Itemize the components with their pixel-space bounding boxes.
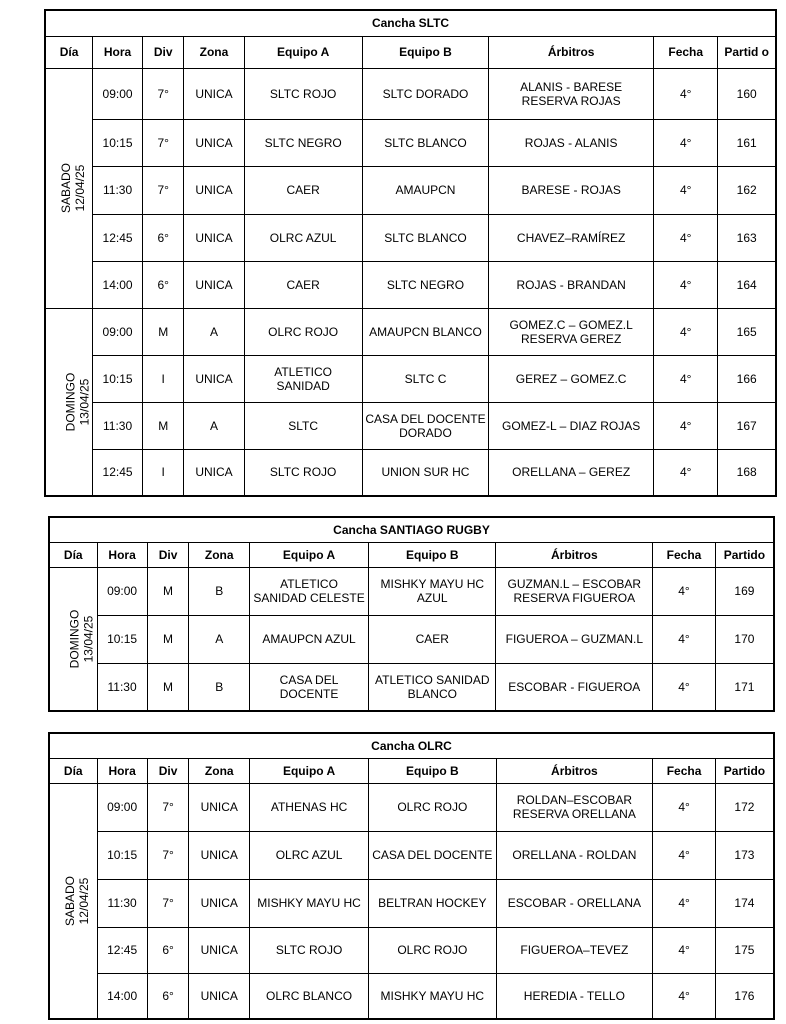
hora-cell: 11:30	[93, 166, 143, 214]
header-arbitros: Árbitros	[489, 36, 654, 68]
header-hora: Hora	[97, 758, 147, 783]
table-row	[49, 927, 774, 973]
header-partido: Partid o	[718, 36, 776, 68]
arbitros-cell: HEREDIA - TELLO	[496, 973, 653, 1019]
zona-cell: UNICA	[184, 355, 244, 402]
fecha-cell: 4°	[653, 879, 716, 927]
day-label: DOMINGO 13/04/25	[67, 609, 96, 669]
partido-cell: 166	[718, 355, 776, 402]
zona-cell: UNICA	[189, 973, 250, 1019]
day-cell	[49, 783, 97, 1019]
hora-cell: 11:30	[97, 663, 147, 711]
header-hora: Hora	[93, 36, 143, 68]
partido-cell: 176	[715, 973, 774, 1019]
zona-cell: UNICA	[184, 166, 244, 214]
equipo-b-cell: ATLETICO SANIDAD BLANCO	[369, 663, 496, 711]
fecha-cell: 4°	[654, 119, 718, 166]
equipo-a-cell: SLTC	[244, 402, 362, 449]
table-title: Cancha OLRC	[49, 733, 774, 758]
equipo-b-cell: SLTC NEGRO	[362, 261, 488, 308]
header-partido: Partido	[715, 758, 774, 783]
hora-cell: 11:30	[93, 402, 143, 449]
table-title: Cancha SANTIAGO RUGBY	[49, 517, 774, 542]
partido-cell: 173	[715, 831, 774, 879]
header-equipo-a: Equipo A	[250, 758, 369, 783]
div-cell: 7°	[142, 166, 183, 214]
div-cell: 7°	[142, 119, 183, 166]
arbitros-cell: ESCOBAR - ORELLANA	[496, 879, 653, 927]
fecha-cell: 4°	[653, 973, 716, 1019]
fecha-cell: 4°	[654, 166, 718, 214]
day-label: SABADO 12/04/25	[59, 162, 88, 214]
equipo-a-cell: SLTC NEGRO	[244, 119, 362, 166]
equipo-a-cell: AMAUPCN AZUL	[250, 615, 369, 663]
hora-cell: 09:00	[93, 68, 143, 119]
header-zona: Zona	[189, 758, 250, 783]
table-row	[45, 261, 776, 308]
partido-cell: 162	[718, 166, 776, 214]
zona-cell: UNICA	[189, 879, 250, 927]
table-row	[45, 214, 776, 261]
arbitros-cell: ALANIS - BARESE RESERVA ROJAS	[489, 68, 654, 119]
zona-cell: B	[189, 663, 250, 711]
day-cell	[45, 308, 93, 496]
equipo-a-cell: OLRC AZUL	[250, 831, 369, 879]
div-cell: M	[142, 402, 183, 449]
table-row	[45, 68, 776, 119]
schedule-table-sltc	[44, 9, 777, 497]
equipo-b-cell: CASA DEL DOCENTE	[369, 831, 496, 879]
partido-cell: 171	[715, 663, 774, 711]
table-row	[49, 567, 774, 615]
equipo-a-cell: CASA DEL DOCENTE	[250, 663, 369, 711]
arbitros-cell: BARESE - ROJAS	[489, 166, 654, 214]
equipo-b-cell: SLTC BLANCO	[362, 119, 488, 166]
arbitros-cell: GOMEZ-L – DIAZ ROJAS	[489, 402, 654, 449]
hora-cell: 09:00	[97, 783, 147, 831]
div-cell: 6°	[142, 214, 183, 261]
partido-cell: 163	[718, 214, 776, 261]
table-row	[45, 402, 776, 449]
table-row	[49, 973, 774, 1019]
hora-cell: 09:00	[93, 308, 143, 355]
header-arbitros: Árbitros	[496, 758, 653, 783]
day-cell	[45, 68, 93, 308]
partido-cell: 174	[715, 879, 774, 927]
zona-cell: UNICA	[184, 214, 244, 261]
equipo-b-cell: OLRC ROJO	[369, 783, 496, 831]
div-cell: M	[147, 615, 189, 663]
header-arbitros: Árbitros	[496, 542, 653, 567]
equipo-a-cell: SLTC ROJO	[244, 68, 362, 119]
equipo-a-cell: OLRC AZUL	[244, 214, 362, 261]
zona-cell: B	[189, 567, 250, 615]
div-cell: 6°	[147, 973, 189, 1019]
fecha-cell: 4°	[653, 615, 716, 663]
header-zona: Zona	[189, 542, 250, 567]
zona-cell: A	[184, 308, 244, 355]
hora-cell: 09:00	[97, 567, 147, 615]
fecha-cell: 4°	[654, 449, 718, 496]
div-cell: M	[142, 308, 183, 355]
partido-cell: 161	[718, 119, 776, 166]
fecha-cell: 4°	[653, 663, 716, 711]
header-zona: Zona	[184, 36, 244, 68]
table-row	[45, 355, 776, 402]
equipo-a-cell: ATLETICO SANIDAD CELESTE	[250, 567, 369, 615]
hora-cell: 11:30	[97, 879, 147, 927]
header-equipo-b: Equipo B	[369, 542, 496, 567]
arbitros-cell: ROJAS - ALANIS	[489, 119, 654, 166]
day-cell	[49, 567, 97, 711]
equipo-b-cell: SLTC C	[362, 355, 488, 402]
zona-cell: UNICA	[189, 783, 250, 831]
header-div: Div	[142, 36, 183, 68]
header-partido: Partido	[715, 542, 774, 567]
equipo-b-cell: MISHKY MAYU HC AZUL	[369, 567, 496, 615]
arbitros-cell: GUZMAN.L – ESCOBAR RESERVA FIGUEROA	[496, 567, 653, 615]
fecha-cell: 4°	[654, 355, 718, 402]
header-dia: Día	[49, 758, 97, 783]
fecha-cell: 4°	[653, 831, 716, 879]
partido-cell: 160	[718, 68, 776, 119]
equipo-b-cell: AMAUPCN	[362, 166, 488, 214]
zona-cell: UNICA	[189, 831, 250, 879]
schedule-table-santiago-rugby	[48, 516, 775, 712]
partido-cell: 175	[715, 927, 774, 973]
header-equipo-b: Equipo B	[362, 36, 488, 68]
div-cell: 7°	[142, 68, 183, 119]
table-title: Cancha SLTC	[45, 10, 776, 36]
hora-cell: 12:45	[97, 927, 147, 973]
equipo-a-cell: ATLETICO SANIDAD	[244, 355, 362, 402]
header-fecha: Fecha	[654, 36, 718, 68]
arbitros-cell: GEREZ – GOMEZ.C	[489, 355, 654, 402]
day-label: DOMINGO 13/04/25	[63, 372, 92, 432]
div-cell: M	[147, 663, 189, 711]
arbitros-cell: CHAVEZ–RAMÍREZ	[489, 214, 654, 261]
hora-cell: 10:15	[93, 355, 143, 402]
fecha-cell: 4°	[653, 567, 716, 615]
partido-cell: 165	[718, 308, 776, 355]
table-row	[49, 615, 774, 663]
hora-cell: 14:00	[97, 973, 147, 1019]
fecha-cell: 4°	[653, 783, 716, 831]
zona-cell: UNICA	[184, 119, 244, 166]
equipo-b-cell: BELTRAN HOCKEY	[369, 879, 496, 927]
table-row	[49, 831, 774, 879]
equipo-b-cell: SLTC BLANCO	[362, 214, 488, 261]
fecha-cell: 4°	[654, 308, 718, 355]
hora-cell: 10:15	[93, 119, 143, 166]
arbitros-cell: ROJAS - BRANDAN	[489, 261, 654, 308]
header-equipo-a: Equipo A	[244, 36, 362, 68]
equipo-a-cell: OLRC BLANCO	[250, 973, 369, 1019]
partido-cell: 169	[715, 567, 774, 615]
header-dia: Día	[49, 542, 97, 567]
hora-cell: 12:45	[93, 449, 143, 496]
header-hora: Hora	[97, 542, 147, 567]
hora-cell: 10:15	[97, 831, 147, 879]
zona-cell: UNICA	[189, 927, 250, 973]
arbitros-cell: ORELLANA - ROLDAN	[496, 831, 653, 879]
zona-cell: UNICA	[184, 261, 244, 308]
partido-cell: 172	[715, 783, 774, 831]
fecha-cell: 4°	[654, 261, 718, 308]
zona-cell: A	[184, 402, 244, 449]
header-div: Div	[147, 758, 189, 783]
hora-cell: 14:00	[93, 261, 143, 308]
div-cell: I	[142, 355, 183, 402]
table-row	[45, 166, 776, 214]
equipo-b-cell: SLTC DORADO	[362, 68, 488, 119]
div-cell: 7°	[147, 783, 189, 831]
arbitros-cell: ORELLANA – GEREZ	[489, 449, 654, 496]
equipo-a-cell: OLRC ROJO	[244, 308, 362, 355]
table-row	[45, 119, 776, 166]
fecha-cell: 4°	[654, 214, 718, 261]
equipo-b-cell: UNION SUR HC	[362, 449, 488, 496]
hora-cell: 10:15	[97, 615, 147, 663]
arbitros-cell: FIGUEROA–TEVEZ	[496, 927, 653, 973]
header-equipo-b: Equipo B	[369, 758, 496, 783]
day-label: SABADO 12/04/25	[63, 875, 92, 926]
equipo-a-cell: SLTC ROJO	[250, 927, 369, 973]
partido-cell: 164	[718, 261, 776, 308]
table-row	[45, 308, 776, 355]
header-equipo-a: Equipo A	[250, 542, 369, 567]
arbitros-cell: ESCOBAR - FIGUEROA	[496, 663, 653, 711]
div-cell: 6°	[147, 927, 189, 973]
equipo-a-cell: ATHENAS HC	[250, 783, 369, 831]
arbitros-cell: GOMEZ.C – GOMEZ.L RESERVA GEREZ	[489, 308, 654, 355]
hora-cell: 12:45	[93, 214, 143, 261]
arbitros-cell: FIGUEROA – GUZMAN.L	[496, 615, 653, 663]
fecha-cell: 4°	[654, 68, 718, 119]
div-cell: M	[147, 567, 189, 615]
div-cell: I	[142, 449, 183, 496]
header-div: Div	[147, 542, 189, 567]
schedule-table-olrc	[48, 732, 775, 1020]
zona-cell: UNICA	[184, 68, 244, 119]
equipo-b-cell: MISHKY MAYU HC	[369, 973, 496, 1019]
div-cell: 6°	[142, 261, 183, 308]
equipo-b-cell: CAER	[369, 615, 496, 663]
partido-cell: 167	[718, 402, 776, 449]
equipo-a-cell: MISHKY MAYU HC	[250, 879, 369, 927]
table-row	[45, 449, 776, 496]
div-cell: 7°	[147, 879, 189, 927]
equipo-b-cell: CASA DEL DOCENTE DORADO	[362, 402, 488, 449]
equipo-b-cell: OLRC ROJO	[369, 927, 496, 973]
equipo-a-cell: SLTC ROJO	[244, 449, 362, 496]
header-dia: Día	[45, 36, 93, 68]
table-row	[49, 663, 774, 711]
table-row	[49, 879, 774, 927]
header-fecha: Fecha	[653, 542, 716, 567]
fecha-cell: 4°	[653, 927, 716, 973]
partido-cell: 170	[715, 615, 774, 663]
zona-cell: A	[189, 615, 250, 663]
table-row	[49, 783, 774, 831]
fecha-cell: 4°	[654, 402, 718, 449]
partido-cell: 168	[718, 449, 776, 496]
equipo-a-cell: CAER	[244, 261, 362, 308]
equipo-b-cell: AMAUPCN BLANCO	[362, 308, 488, 355]
div-cell: 7°	[147, 831, 189, 879]
zona-cell: UNICA	[184, 449, 244, 496]
equipo-a-cell: CAER	[244, 166, 362, 214]
arbitros-cell: ROLDAN–ESCOBAR RESERVA ORELLANA	[496, 783, 653, 831]
header-fecha: Fecha	[653, 758, 716, 783]
